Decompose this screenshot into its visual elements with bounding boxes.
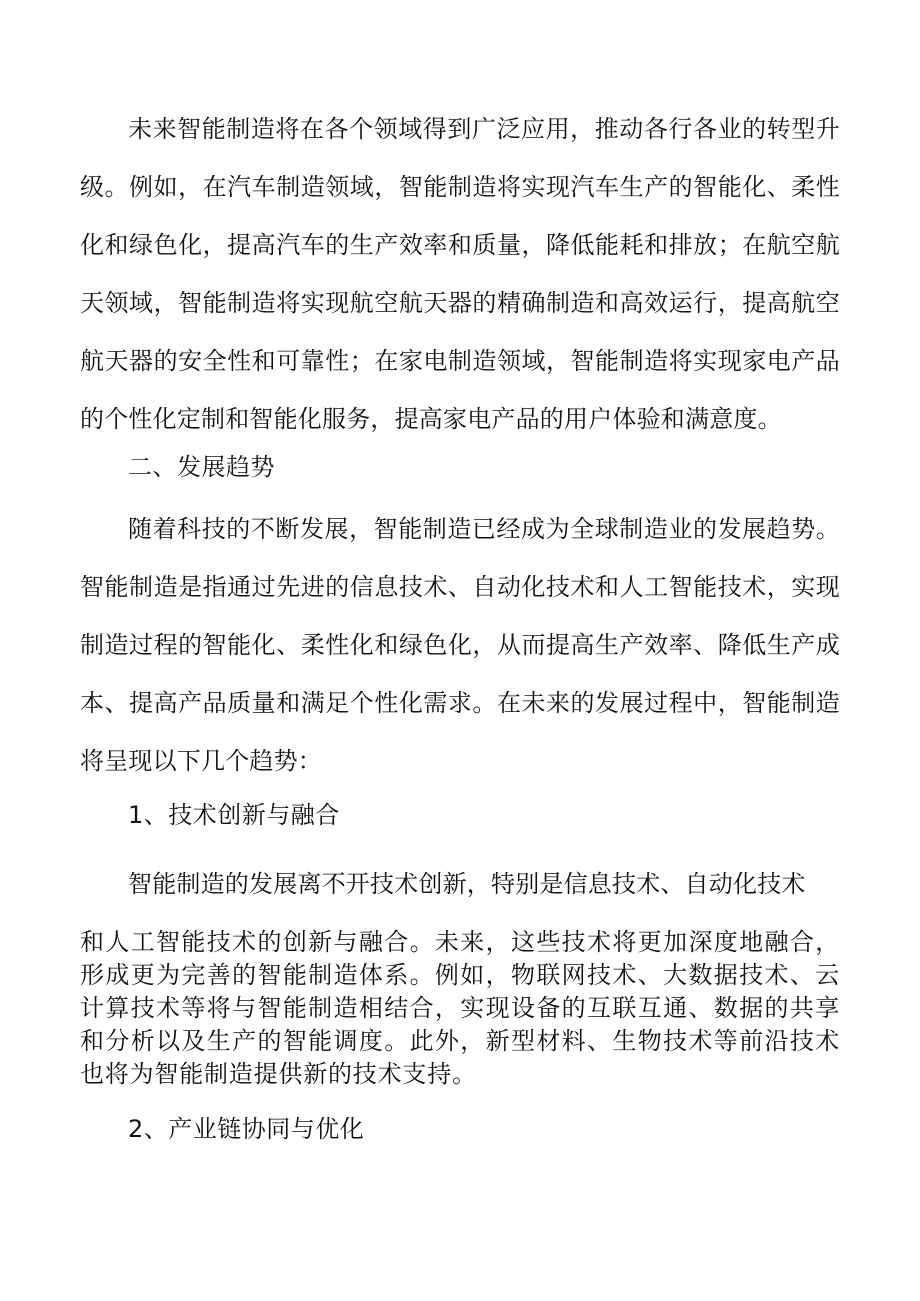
paragraph-tech-innovation-first-line: 智能制造的发展离不开技术创新，特别是信息技术、自动化技术 xyxy=(128,870,806,898)
paragraph-development-trends: 随着科技的不断发展，智能制造已经成为全球制造业的发展趋势。智能制造是指通过先进的信息技术、自动化技术和人工智能技术，实现制造过程的智能化、柔性化和绿色化，从而提高生产效率、降低生产成本、提高产品质量和满足个性化需求。在未来的发展过程中，智能制造将呈现以下几个趋势： xyxy=(80,515,840,775)
subheading-industry-chain: 2、产业链协同与优化 xyxy=(128,1115,365,1143)
paragraph-tech-innovation-body: 和人工智能技术的创新与融合。未来，这些技术将更加深度地融合，形成更为完善的智能制造体系。例如，物联网技术、大数据技术、云计算技术等将与智能制造相结合，实现设备的互联互通、数据的共享和分析以及生产的智能调度。此外，新型材料、生物技术等前沿技术也将为智能制造提供新的技术支持。 xyxy=(80,928,840,1088)
paragraph-applications: 未来智能制造将在各个领域得到广泛应用，推动各行各业的转型升级。例如，在汽车制造领域，智能制造将实现汽车生产的智能化、柔性化和绿色化，提高汽车的生产效率和质量，降低能耗和排放；在航空航天领域，智能制造将实现航空航天器的精确制造和高效运行，提高航空航天器的安全性和可靠性；在家电制造领域，智能制造将实现家电产品的个性化定制和智能化服务，提高家电产品的用户体验和满意度。 xyxy=(80,115,840,433)
subheading-tech-innovation: 1、技术创新与融合 xyxy=(128,801,340,829)
section-heading-development-trends: 二、发展趋势 xyxy=(128,453,275,481)
